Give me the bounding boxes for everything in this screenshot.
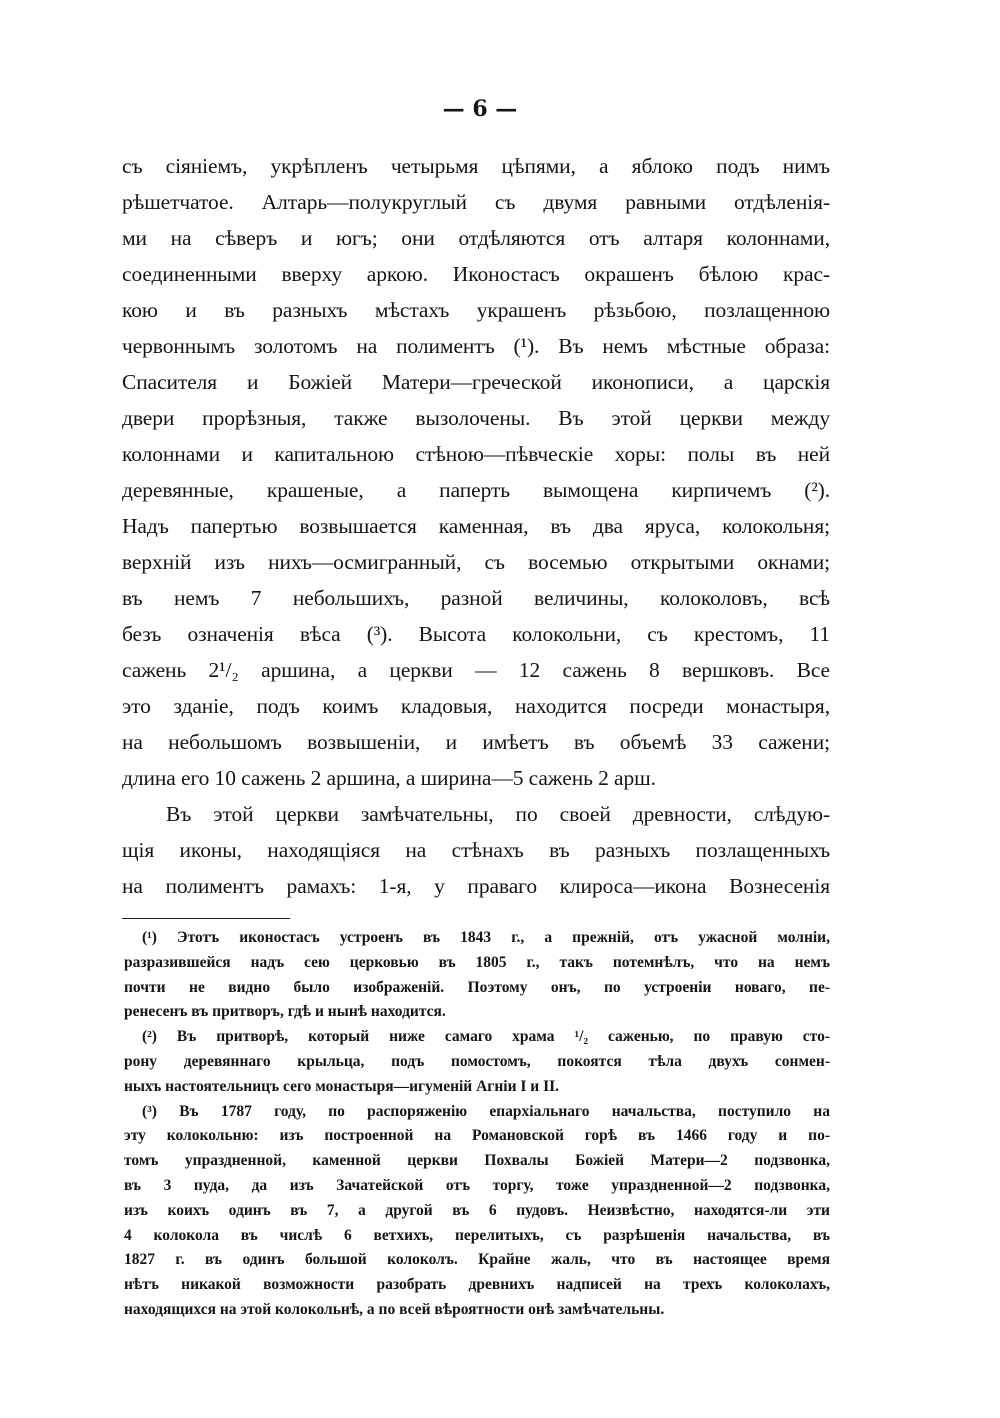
text-line: на небольшомъ возвышеніи, и имѣетъ въ объемѣ 33 сажени; [122, 730, 830, 754]
footnote-2-start: (²) Въ притворѣ, который ниже самаго храма ¹/₂ саженью, по правую сто- [142, 1028, 830, 1046]
footnote-line: эту колокольню: изъ построенной на Романовской горѣ въ 1466 году и по- [124, 1127, 830, 1145]
text-line: деревянные, крашеные, а паперть вымощена кирпичемъ (²). [122, 478, 830, 502]
text-line: въ немъ 7 небольшихъ, разной величины, колоколовъ, всѣ [122, 586, 830, 610]
footnote-line: рону деревяннаго крыльца, подъ помостомъ, покоятся тѣла двухъ сонмен- [124, 1052, 830, 1070]
text-line: верхній изъ нихъ—осмигранный, съ восемью открытыми окнами; [122, 550, 830, 574]
text-line: Надъ папертью возвышается каменная, въ два яруса, колокольня; [122, 514, 830, 538]
paragraph-start-line: Въ этой церкви замѣчательны, по своей древности, слѣдую- [166, 802, 830, 826]
text-line: на полиментъ рамахъ: 1-я, у праваго клироса—икона Вознесенія [122, 874, 830, 898]
text-line: длина его 10 сажень 2 аршина, а ширина—5 сажень 2 арш. [122, 766, 656, 790]
text-line: это зданіе, подъ коимъ кладовыя, находится посреди монастыря, [122, 694, 830, 718]
footnote-line: 4 колокола въ числѣ 6 ветхихъ, перелитыхъ, съ разрѣшенія начальства, въ [124, 1226, 830, 1244]
text-line: кою и въ разныхъ мѣстахъ украшенъ рѣзьбою, позлащенною [122, 298, 830, 322]
footnote-line: разразившейся надъ сею церковью въ 1805 г., такъ потемнѣлъ, что на немъ [124, 953, 830, 971]
text-line: безъ означенія вѣса (³). Высота колокольни, съ крестомъ, 11 [122, 622, 830, 646]
footnote-line: ныхъ настоятельницъ сего монастыря—игуменій Агніи I и II. [124, 1077, 560, 1095]
footnote-line: 1827 г. въ одинъ большой колоколъ. Крайне жаль, что въ настоящее время [124, 1251, 830, 1269]
text-line: Спасителя и Божіей Матери—греческой иконописи, а царскія [122, 370, 830, 394]
text-line: рѣшетчатое. Алтарь—полукруглый съ двумя равными отдѣленія- [122, 190, 830, 214]
text-line: сажень 2¹/₂ аршина, а церкви — 12 сажень 8 вершковъ. Все [122, 658, 830, 682]
footnote-1-start: (¹) Этотъ иконостасъ устроенъ въ 1843 г., а прежній, отъ ужасной молніи, [142, 929, 830, 946]
footnotes [124, 926, 830, 1323]
footnote-line: томъ упраздненной, каменной церкви Похвалы Божіей Матери—2 подзвонка, [124, 1152, 830, 1170]
main-text [122, 148, 830, 904]
footnote-line: находящихся на этой колокольнѣ, а по всей вѣроятности онѣ замѣчательны. [124, 1300, 665, 1318]
text-line: ми на сѣверъ и югъ; они отдѣляются отъ алтаря колоннами, [122, 226, 830, 250]
text-line: червоннымъ золотомъ на полиментъ (¹). Въ немъ мѣстные образа: [122, 334, 830, 358]
text-line: соединенными вверху аркою. Иконостасъ окрашенъ бѣлою крас- [122, 262, 830, 286]
page-number: — 6 — [442, 96, 518, 122]
footnote-3-start: (³) Въ 1787 году, по распоряженію епархіальнаго начальства, поступило на [142, 1102, 830, 1120]
footnote-line: изъ коихъ одинъ въ 7, а другой въ 6 пудовъ. Неизвѣстно, находятся-ли эти [124, 1201, 830, 1219]
text-line: двери прорѣзныя, также вызолочены. Въ этой церкви между [122, 406, 830, 430]
text-line: колоннами и капитальною стѣною—пѣвческіе хоры: полы въ ней [122, 442, 830, 466]
text-line: съ сіяніемъ, укрѣпленъ четырьмя цѣпями, а яблоко подъ нимъ [122, 154, 830, 178]
footnote-line: нѣтъ никакой возможности разобрать древнихъ надписей на трехъ колоколахъ, [124, 1276, 830, 1294]
footnote-line: ренесенъ въ притворъ, гдѣ и нынѣ находится. [124, 1003, 446, 1021]
footnote-line: почти не видно было изображеній. Поэтому онъ, по устроеніи новаго, пе- [124, 978, 830, 996]
footnote-divider [122, 918, 290, 919]
text-line: щія иконы, находящіяся на стѣнахъ въ разныхъ позлащенныхъ [122, 838, 830, 862]
footnote-line: въ 3 пуда, да изъ Зачатейской отъ торгу, тоже упраздненной—2 подзвонка, [124, 1176, 830, 1194]
